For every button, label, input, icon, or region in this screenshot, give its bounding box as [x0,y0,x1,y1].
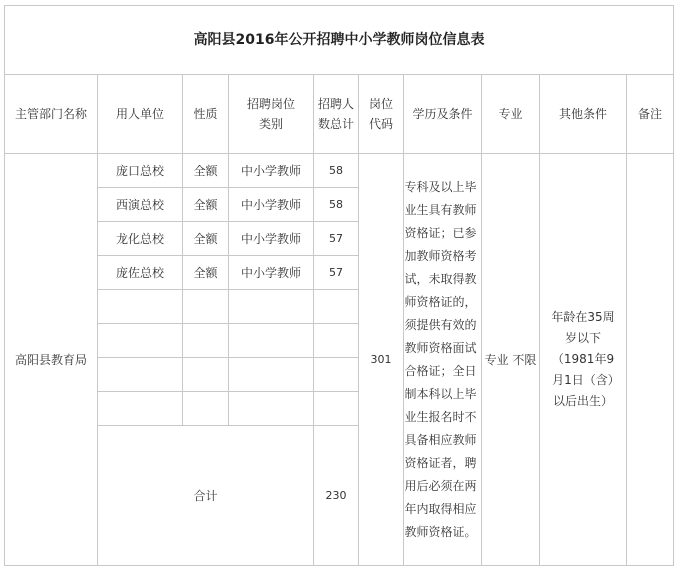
other-conditions-text: 年龄在35周岁以下（1981年9月1日（含）以后出生） [551,310,615,408]
position-cell: 中小学教师 [229,222,314,256]
empty-cell [183,324,229,358]
empty-cell [314,392,359,426]
header-other [540,75,627,154]
header-dept [5,75,98,154]
other-conditions-cell [540,154,627,566]
header-code [359,75,404,154]
nature-cell: 全额 [183,188,229,222]
empty-cell [229,392,314,426]
position-code-cell: 301 [359,154,404,566]
header-education-label: 学历及条件 [412,107,473,121]
empty-cell [183,290,229,324]
position-cell: 中小学教师 [229,188,314,222]
empty-cell [229,324,314,358]
header-unit-label: 用人单位 [115,107,164,121]
count-cell: 58 [314,154,359,188]
education-cell [404,154,482,566]
count-cell: 58 [314,188,359,222]
department-cell: 高阳县教育局 [5,154,98,566]
header-nature-label: 性质 [193,107,218,121]
education-requirement-text: 专科及以上毕业生具有教师资格证；已参加教师资格考试，未取得教师资格证的，须提供有效的教师资格面试合格证；全日制本科以上毕业生报名时不具备相应教师资格证者，聘用后必须在两年内取得相应教师资格证。 [404,179,477,539]
position-cell: 中小学教师 [229,154,314,188]
empty-cell [183,392,229,426]
remark-cell [627,154,674,566]
empty-cell [229,290,314,324]
nature-cell: 全额 [183,256,229,290]
empty-cell [314,290,359,324]
empty-cell [98,324,183,358]
header-education [404,75,482,154]
table-title: 高阳县2016年公开招聘中小学教师岗位信息表 [5,6,674,75]
total-count-cell: 230 [314,426,359,566]
header-dept-label: 主管部门名称 [14,107,87,121]
empty-cell [229,358,314,392]
nature-cell: 全额 [183,154,229,188]
unit-cell: 西演总校 [98,188,183,222]
empty-cell [183,358,229,392]
header-code-label: 岗位代码 [368,97,393,131]
header-remark-label: 备注 [638,107,663,121]
recruitment-table [4,5,674,566]
empty-cell [98,290,183,324]
empty-cell [98,358,183,392]
count-cell: 57 [314,222,359,256]
position-cell: 中小学教师 [229,256,314,290]
count-cell: 57 [314,256,359,290]
header-major [482,75,540,154]
header-other-label: 其他条件 [558,107,607,121]
major-cell: 专业 不限 [482,154,540,566]
unit-cell: 龙化总校 [98,222,183,256]
nature-cell: 全额 [183,222,229,256]
header-nature [183,75,229,154]
header-position [229,75,320,154]
total-label-cell: 合计 [98,426,314,566]
header-position-label: 招聘岗位 类别 [246,97,320,131]
header-unit [98,75,183,154]
header-remark [627,75,674,154]
empty-cell [314,358,359,392]
header-count-label: 招聘人数总计 [317,97,354,131]
empty-cell [98,392,183,426]
header-count [314,75,359,154]
empty-cell [314,324,359,358]
unit-cell: 庞口总校 [98,154,183,188]
header-major-label: 专业 [498,107,523,121]
unit-cell: 庞佐总校 [98,256,183,290]
